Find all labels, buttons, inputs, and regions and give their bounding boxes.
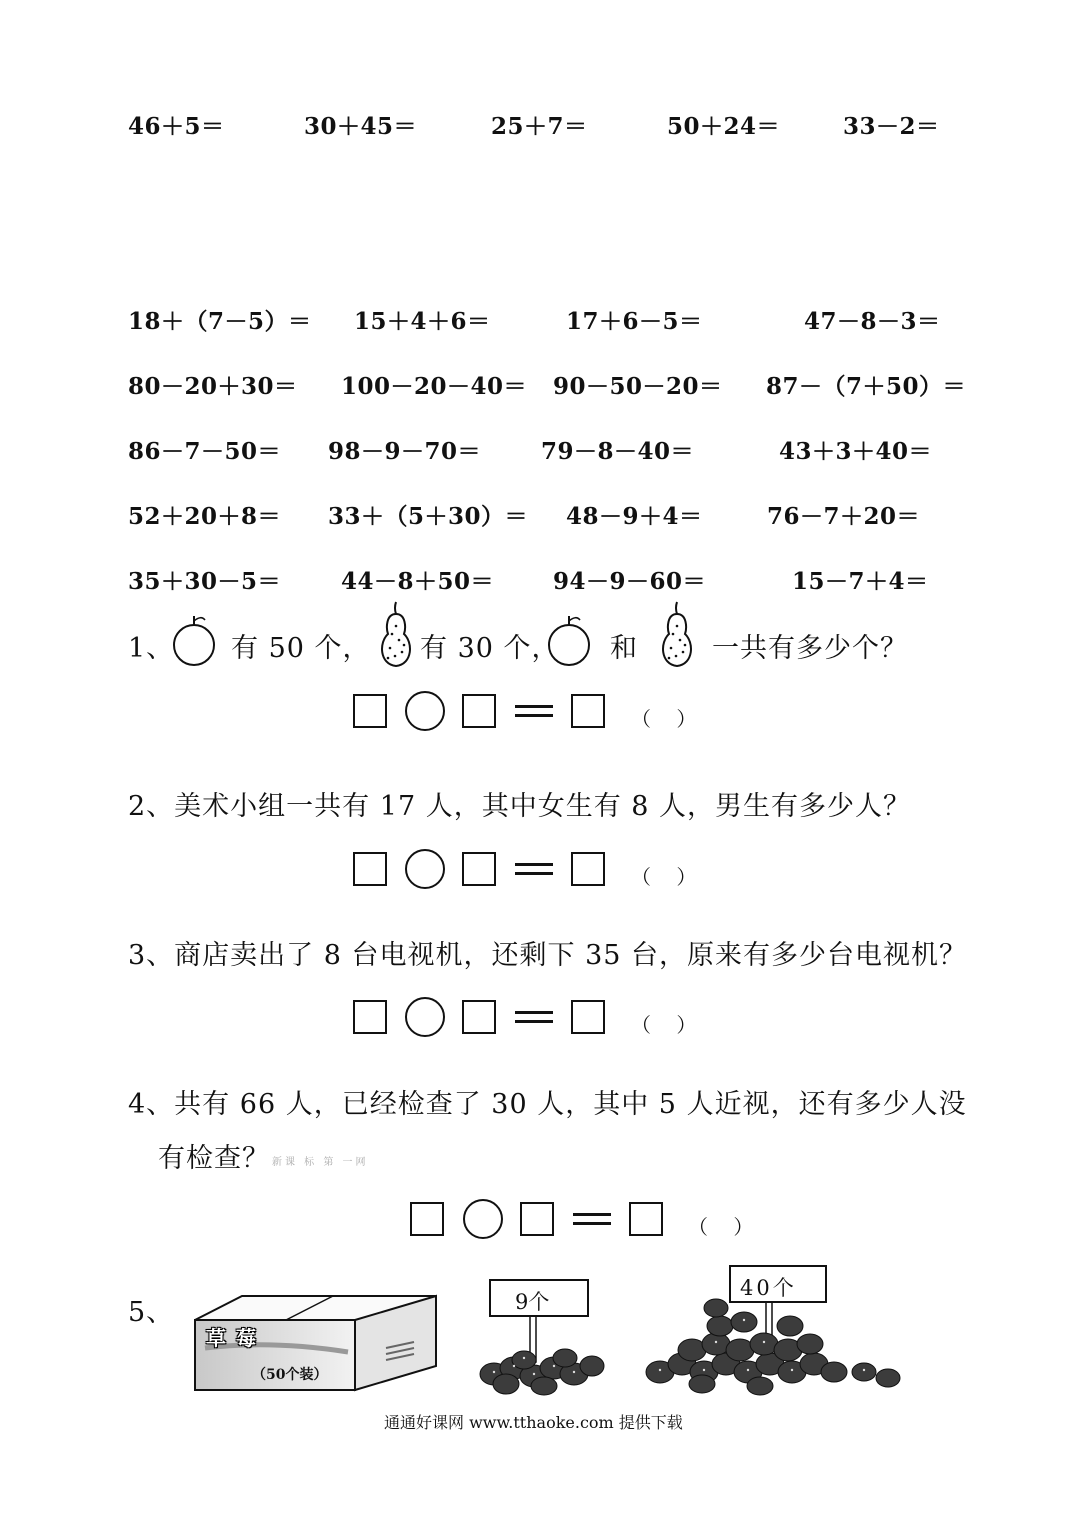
apple-icon [170, 612, 218, 668]
answer-box[interactable] [571, 694, 605, 728]
equation: 87－（7＋50）＝ [766, 373, 967, 400]
equals-sign [515, 1011, 553, 1023]
equation: 79－8－40＝ [541, 438, 695, 465]
equation: 80－20＋30＝ [128, 373, 298, 400]
equation: 48－9＋4＝ [566, 503, 703, 530]
answer-box[interactable] [462, 694, 496, 728]
unit-blank[interactable]: （ ） [631, 865, 697, 889]
equals-sign [573, 1213, 611, 1225]
equation: 30＋45＝ [304, 113, 418, 140]
problem-text: 有 30 个， [420, 633, 560, 664]
equation: 100－20－40＝ [341, 373, 528, 400]
equation: 15＋4＋6＝ [354, 308, 491, 335]
equation: 86－7－50＝ [128, 438, 282, 465]
problem-text: 有检查？ [158, 1143, 270, 1174]
problem-number: 5、 [128, 1297, 175, 1328]
watermark: 新课 标 第 一网 [272, 1157, 369, 1168]
sign-label: 40个 [740, 1276, 797, 1300]
answer-box[interactable] [520, 1202, 554, 1236]
equals-sign [515, 863, 553, 875]
equals-sign [515, 705, 553, 717]
footer-text: 通通好课网 www.tthaoke.com 提供下载 [384, 1413, 683, 1432]
box-label: 草莓 [206, 1326, 266, 1350]
answer-box[interactable] [462, 1000, 496, 1034]
equation: 15－7＋4＝ [792, 568, 929, 595]
problem-number: 1、 [128, 633, 175, 664]
equation: 33－2＝ [843, 113, 940, 140]
problem-text: 3、商店卖出了 8 台电视机，还剩下 35 台，原来有多少台电视机？ [128, 940, 968, 971]
problem-text: 2、美术小组一共有 17 人，其中女生有 8 人，男生有多少人？ [128, 791, 912, 822]
equation: 17＋6－5＝ [566, 308, 703, 335]
problem-text: 一共有多少个？ [712, 633, 908, 664]
answer-box[interactable] [571, 1000, 605, 1034]
answer-box[interactable] [353, 852, 387, 886]
equation: 44－8＋50＝ [341, 568, 495, 595]
operator-circle[interactable] [405, 997, 445, 1037]
equation: 46＋5＝ [128, 113, 225, 140]
answer-box[interactable] [353, 694, 387, 728]
pear-icon [655, 598, 699, 670]
equation: 18＋（7－5）＝ [128, 308, 312, 335]
equation: 52＋20＋8＝ [128, 503, 282, 530]
equation: 33＋（5＋30）＝ [328, 503, 529, 530]
answer-box[interactable] [571, 852, 605, 886]
equation: 76－7＋20＝ [767, 503, 921, 530]
equation: 43＋3＋40＝ [779, 438, 933, 465]
answer-box[interactable] [410, 1202, 444, 1236]
unit-blank[interactable]: （ ） [688, 1215, 754, 1239]
problem-text: 和 [610, 633, 638, 664]
operator-circle[interactable] [405, 691, 445, 731]
operator-circle[interactable] [405, 849, 445, 889]
equation: 47－8－3＝ [804, 308, 941, 335]
equation: 90－50－20＝ [553, 373, 723, 400]
equation: 98－9－70＝ [328, 438, 482, 465]
problem-text: 4、共有 66 人，已经检查了 30 人，其中 5 人近视，还有多少人没 [128, 1089, 967, 1120]
pear-icon [374, 598, 418, 670]
equation: 35＋30－5＝ [128, 568, 282, 595]
apple-icon [545, 612, 593, 668]
unit-blank[interactable]: （ ） [631, 707, 697, 731]
answer-box[interactable] [462, 852, 496, 886]
box-quantity-label: （50个装） [252, 1367, 328, 1383]
sign-label: 9个 [515, 1290, 550, 1314]
problem-text: 有 50 个， [231, 633, 371, 664]
answer-box[interactable] [629, 1202, 663, 1236]
answer-box[interactable] [353, 1000, 387, 1034]
equation: 25＋7＝ [491, 113, 588, 140]
operator-circle[interactable] [463, 1199, 503, 1239]
equation: 94－9－60＝ [553, 568, 707, 595]
unit-blank[interactable]: （ ） [631, 1013, 697, 1037]
equation: 50＋24＝ [667, 113, 781, 140]
